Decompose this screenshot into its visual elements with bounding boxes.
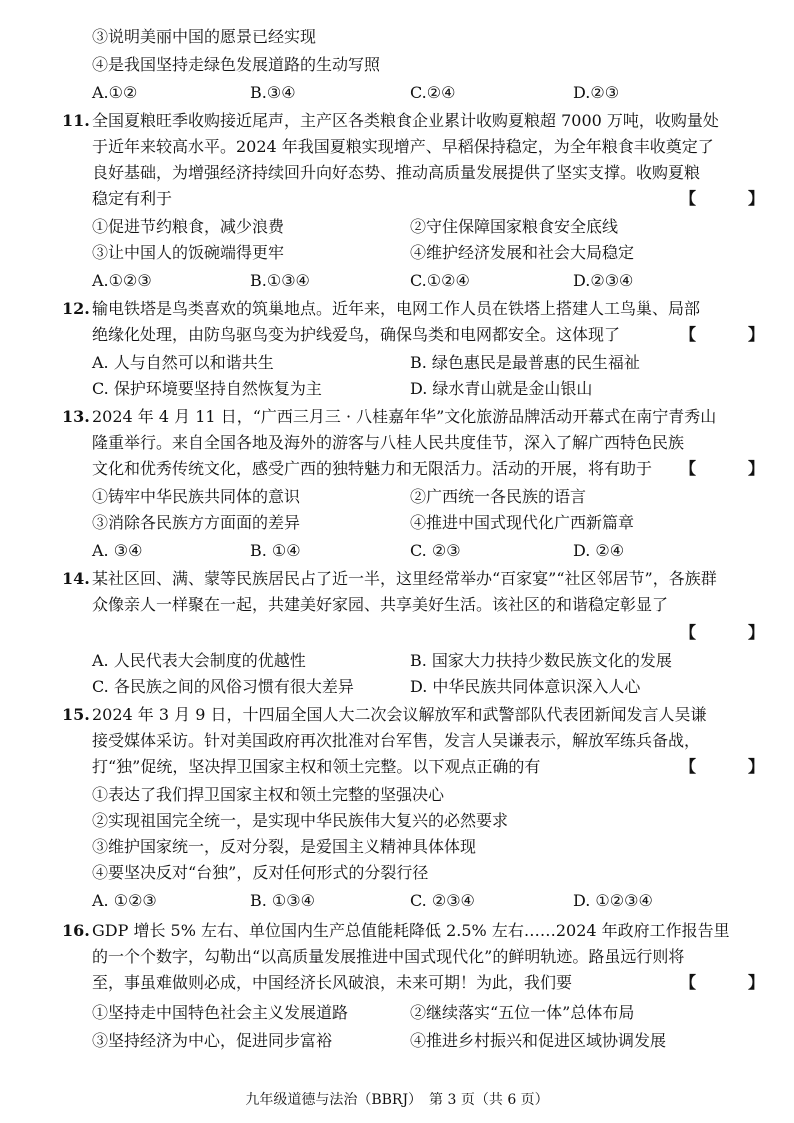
q11-stem-line-3: 良好基础，为增强经济持续回升向好态势、推动高质量发展提供了坚实支撑。收购夏粮 (92, 163, 701, 182)
q10-option-a: A.①② (92, 83, 138, 102)
q15-statement-2: ②实现祖国完全统一，是实现中华民族伟大复兴的必然要求 (92, 811, 509, 830)
q13-option-d: D. ②④ (573, 541, 625, 560)
q16-statement-1: ①坚持走中国特色社会主义发展道路 (92, 1003, 349, 1022)
q14-option-b: B. 国家大力扶持少数民族文化的发展 (410, 651, 672, 670)
q11-stem-line-2: 于近年来较高水平。2024 年我国夏粮实现增产、早稻保持稳定，为全年粮食丰收奠定了 (92, 137, 714, 156)
q12-stem-line-2: 绝缘化处理，由防鸟驱鸟变为护线爱鸟，确保鸟类和电网都安全。这体现了 (92, 325, 621, 344)
q10-option-b: B.③④ (250, 83, 296, 102)
q11-statement-4: ④维护经济发展和社会大局稳定 (410, 243, 635, 262)
q12-option-b: B. 绿色惠民是最普惠的民生福祉 (410, 353, 640, 372)
q11-option-d: D.②③④ (573, 271, 634, 290)
q14-answer-bracket: 【 】 (680, 623, 783, 642)
q13-statement-1: ①铸牢中华民族共同体的意识 (92, 487, 301, 506)
q15-stem-line-2: 接受媒体采访。针对美国政府再次批准对台军售，发言人吴谦表示，解放军练兵备战， (92, 731, 701, 750)
q16-stem-line-3: 至，事虽难做则必成，中国经济长风破浪，未来可期！为此，我们要 (92, 973, 573, 992)
q11-option-c: C.①②④ (410, 271, 470, 290)
q11-statement-1: ①促进节约粮食，减少浪费 (92, 217, 285, 236)
q15-stem-line-1: 2024 年 3 月 9 日，十四届全国人大二次会议解放军和武警部队代表团新闻发言人吴谦 (92, 705, 707, 724)
q14-option-d: D. 中华民族共同体意识深入人心 (410, 677, 641, 696)
q12-option-c: C. 保护环境要坚持自然恢复为主 (92, 379, 322, 398)
q16-statement-3: ③坚持经济为中心，促进同步富裕 (92, 1031, 333, 1050)
q11-number: 11. (62, 111, 90, 130)
q11-stem-line-4: 稳定有利于 (92, 189, 173, 208)
q13-stem-line-1: 2024 年 4 月 11 日，“广西三月三 · 八桂嘉年华”文化旅游品牌活动开幕式在南宁青秀山 (92, 407, 717, 426)
q13-answer-bracket: 【 】 (680, 459, 783, 478)
q13-stem-line-3: 文化和优秀传统文化，感受广西的独特魅力和无限活力。活动的开展，将有助于 (92, 459, 653, 478)
q15-answer-bracket: 【 】 (680, 757, 783, 776)
q14-stem-line-2: 众像亲人一样聚在一起，共建美好家园、共享美好生活。该社区的和谐稳定彰显了 (92, 595, 669, 614)
q10-statement-3: ③说明美丽中国的愿景已经实现 (92, 27, 317, 46)
q12-number: 12. (62, 299, 90, 318)
q13-option-c: C. ②③ (410, 541, 461, 560)
q14-option-a: A. 人民代表大会制度的优越性 (92, 651, 306, 670)
q16-answer-bracket: 【 】 (680, 973, 783, 992)
q11-answer-bracket: 【 】 (680, 189, 783, 208)
q10-option-d: D.②③ (573, 83, 620, 102)
page-footer: 九年级道德与法治（BBRJ） 第 3 页（共 6 页） (245, 1092, 549, 1108)
q13-option-a: A. ③④ (92, 541, 143, 560)
q12-option-d: D. 绿水青山就是金山银山 (410, 379, 593, 398)
q15-option-c: C. ②③④ (410, 891, 475, 910)
q16-number: 16. (62, 921, 90, 940)
q15-statement-3: ③维护国家统一，反对分裂，是爱国主义精神具体体现 (92, 837, 477, 856)
q12-stem-line-1: 输电铁塔是鸟类喜欢的筑巢地点。近年来，电网工作人员在铁塔上搭建人工鸟巢、局部 (92, 299, 701, 318)
q14-stem-line-1: 某社区回、满、蒙等民族居民占了近一半，这里经常举办“百家宴”“社区邻居节”，各族群 (92, 569, 717, 588)
q14-option-c: C. 各民族之间的风俗习惯有很大差异 (92, 677, 354, 696)
q16-stem-line-1: GDP 增长 5% 左右、单位国内生产总值能耗降低 2.5% 左右……2024 年政府工作报告里 (92, 921, 730, 940)
q10-option-c: C.②④ (410, 83, 456, 102)
q16-statement-2: ②继续落实“五位一体”总体布局 (410, 1003, 635, 1022)
q11-stem-line-1: 全国夏粮旺季收购接近尾声，主产区各类粮食企业累计收购夏粮超 7000 万吨，收购量处 (92, 111, 719, 130)
q12-answer-bracket: 【 】 (680, 325, 783, 344)
q13-stem-line-2: 隆重举行。来自全国各地及海外的游客与八桂人民共度佳节，深入了解广西特色民族 (92, 433, 685, 452)
q13-statement-2: ②广西统一各民族的语言 (410, 487, 587, 506)
q11-option-b: B.①③④ (250, 271, 310, 290)
q10-statement-4: ④是我国坚持走绿色发展道路的生动写照 (92, 55, 381, 74)
q15-number: 15. (62, 705, 90, 724)
q14-number: 14. (62, 569, 90, 588)
q15-option-b: B. ①③④ (250, 891, 315, 910)
q15-option-d: D. ①②③④ (573, 891, 653, 910)
q13-statement-3: ③消除各民族方方面面的差异 (92, 513, 301, 532)
q11-option-a: A.①②③ (92, 271, 152, 290)
q16-statement-4: ④推进乡村振兴和促进区域协调发展 (410, 1031, 667, 1050)
q15-statement-4: ④要坚决反对“台独”，反对任何形式的分裂行径 (92, 863, 429, 882)
q15-stem-line-3: 打“独”促统，坚决捍卫国家主权和领土完整。以下观点正确的有 (92, 757, 541, 776)
q11-statement-3: ③让中国人的饭碗端得更牢 (92, 243, 285, 262)
q16-stem-line-2: 的一个个数字，勾勒出“以高质量发展推进中国式现代化”的鲜明轨迹。路虽远行则将 (92, 947, 685, 966)
q15-statement-1: ①表达了我们捍卫国家主权和领土完整的坚强决心 (92, 785, 445, 804)
q13-number: 13. (62, 407, 90, 426)
q15-option-a: A. ①②③ (92, 891, 157, 910)
q12-option-a: A. 人与自然可以和谐共生 (92, 353, 274, 372)
q13-statement-4: ④推进中国式现代化广西新篇章 (410, 513, 635, 532)
q13-option-b: B. ①④ (250, 541, 301, 560)
q11-statement-2: ②守住保障国家粮食安全底线 (410, 217, 619, 236)
